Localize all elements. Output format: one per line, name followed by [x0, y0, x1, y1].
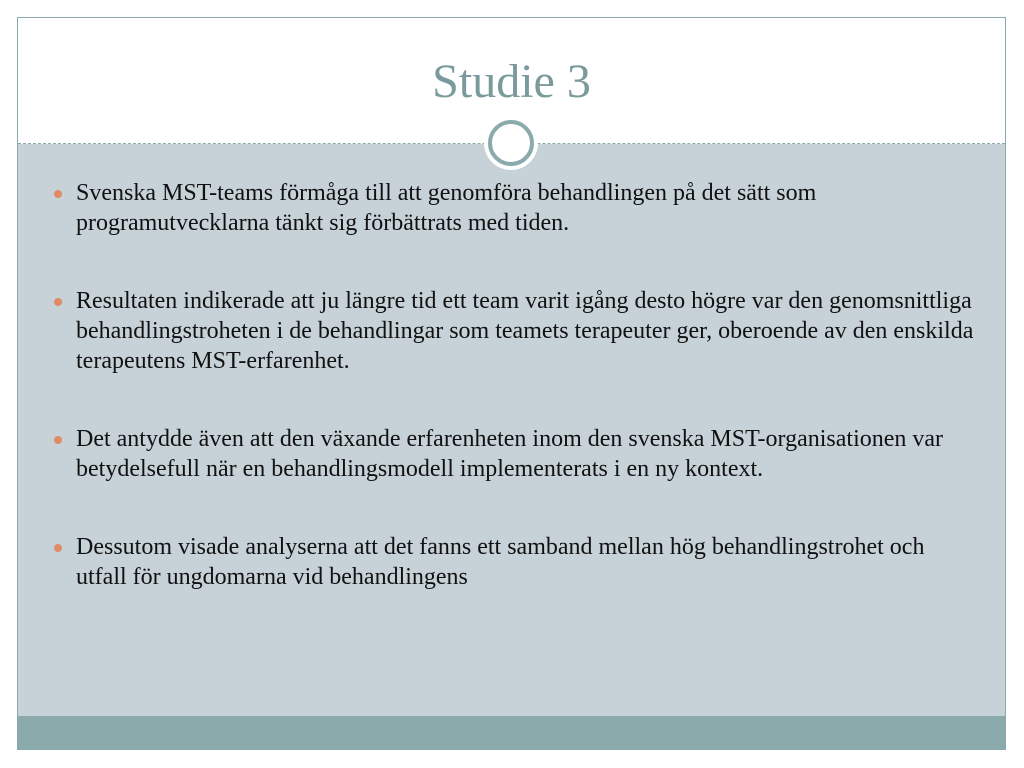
circle-ring — [488, 120, 534, 166]
footer-band — [18, 716, 1005, 750]
circle-ornament-icon — [484, 116, 538, 170]
bullet-dot-icon — [54, 298, 62, 306]
bullet-text: Det antydde även att den växande erfarenheten inom den svenska MST-organisationen var betydelsefull när en behandlingsmodell implementerats i en ny kontext. — [76, 426, 944, 482]
bullet-dot-icon — [54, 436, 62, 444]
bullet-text: Dessutom visade analyserna att det fanns ett samband mellan hög behandlingstrohet och utfall för ungdomarna vid behandlingens — [76, 534, 925, 590]
bullet-item — [60, 424, 980, 484]
bullet-text: Resultaten indikerade att ju längre tid ett team varit igång desto högre var den genomsnittliga behandlingstroheten i de behandlingar som teamets terapeuter ger, oberoende av den enskilda terapeutens MST-erfarenhet. — [76, 288, 974, 374]
slide — [17, 17, 1006, 750]
bullet-item — [60, 178, 980, 238]
bullet-item — [60, 286, 980, 376]
bullet-text: Svenska MST-teams förmåga till att genomföra behandlingen på det sätt som programutvecklarna tänkt sig förbättrats med tiden. — [76, 180, 817, 236]
bullet-list — [60, 178, 980, 592]
slide-title: Studie 3 — [432, 55, 591, 108]
bullet-dot-icon — [54, 190, 62, 198]
bullet-item — [60, 532, 980, 592]
bullet-dot-icon — [54, 544, 62, 552]
